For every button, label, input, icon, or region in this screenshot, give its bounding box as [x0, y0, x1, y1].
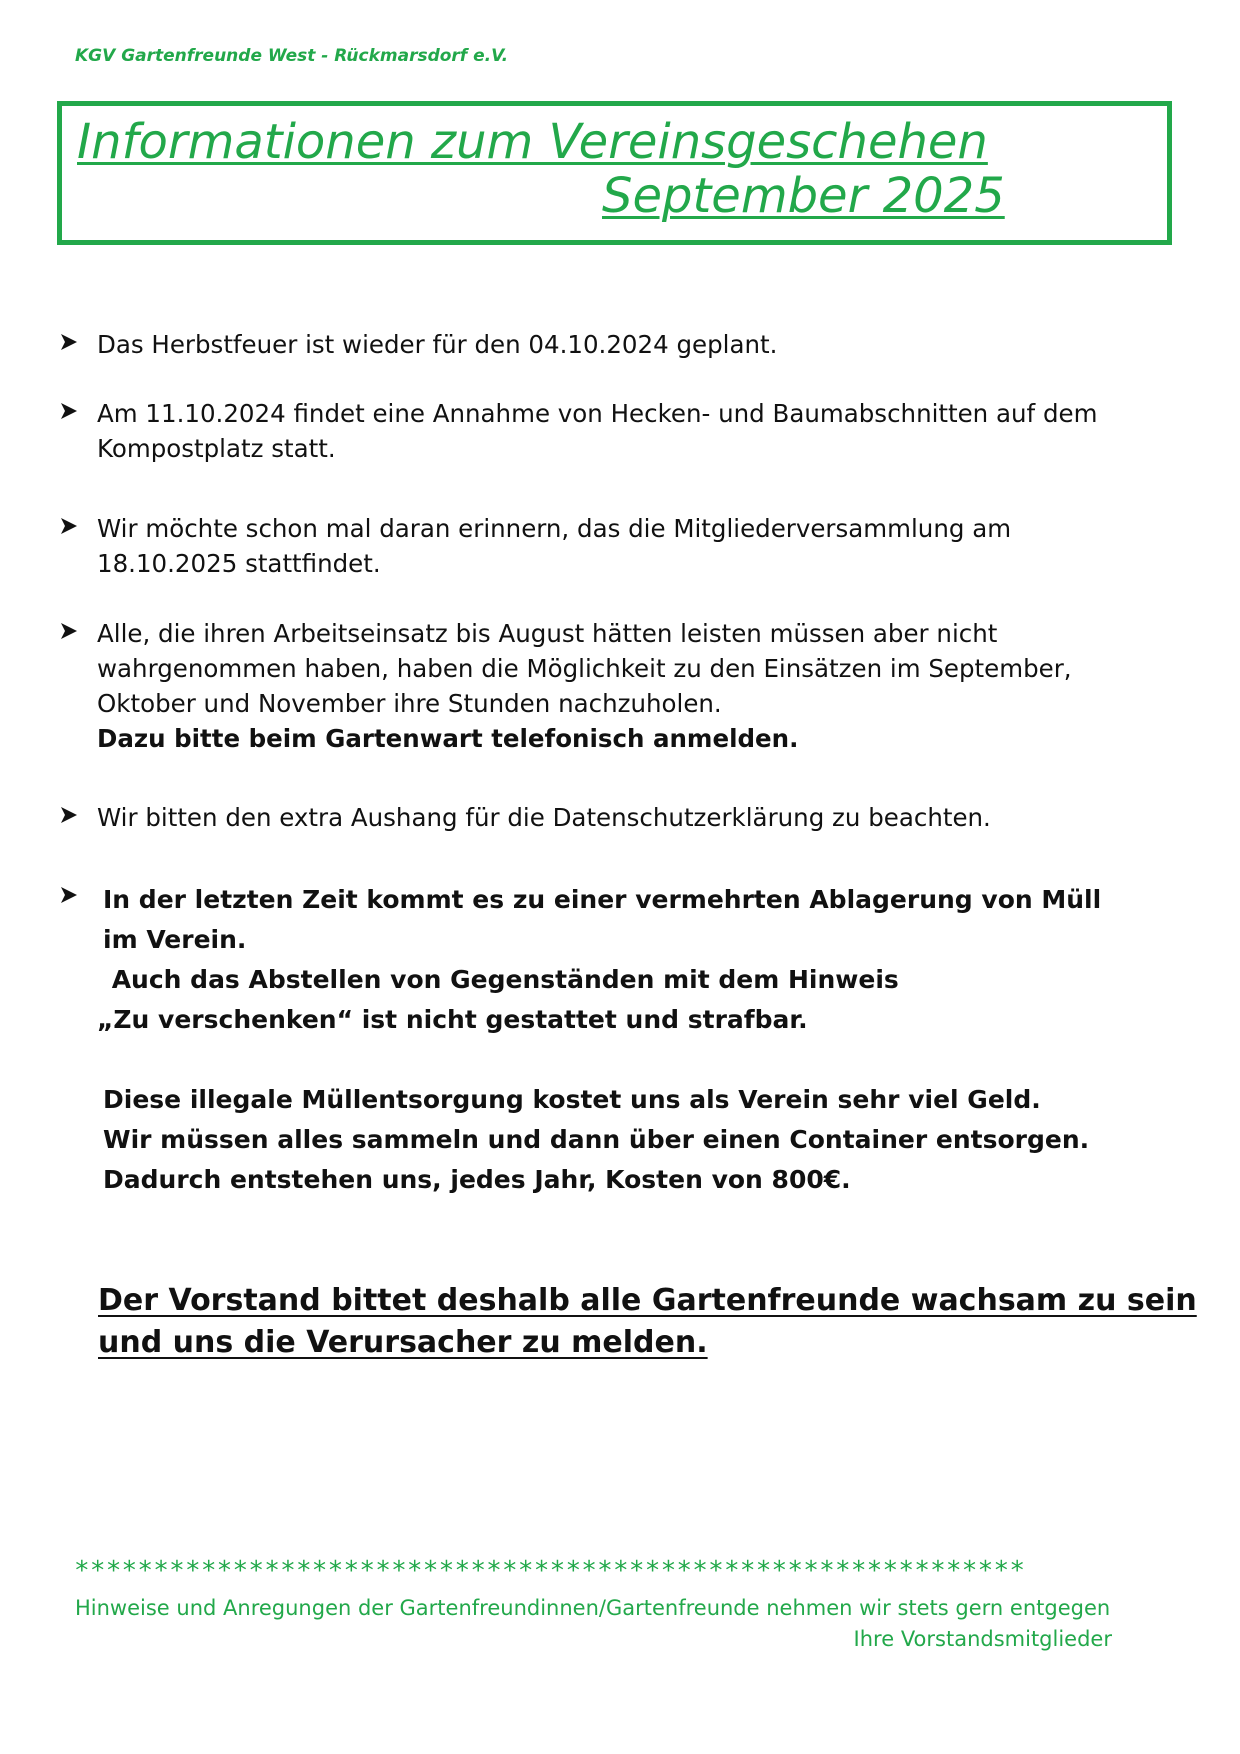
bullet-arbeitseinsatz: [60, 616, 1170, 756]
bullet-emphasis-line: Dazu bitte beim Gartenwart telefonisch anmelden.: [97, 724, 799, 753]
arrow-bullet-icon: [60, 517, 78, 535]
bullet-line: Oktober und November ihre Stunden nachzuholen.: [97, 689, 722, 718]
appeal-line: Der Vorstand bittet deshalb alle Gartenfreunde wachsam zu sein: [98, 1283, 1197, 1318]
club-name: KGV Gartenfreunde West - Rückmarsdorf e.V.: [75, 46, 509, 66]
bullet-line: „Zu verschenken“ ist nicht gestattet und strafbar.: [97, 1005, 808, 1034]
bullet-datenschutz: [60, 800, 1170, 835]
bullet-line: Auch das Abstellen von Gegenständen mit dem Hinweis: [103, 965, 899, 994]
arrow-bullet-icon: [60, 806, 78, 824]
arrow-bullet-icon: [60, 622, 78, 640]
footer-note: Hinweise und Anregungen der Gartenfreundinnen/Gartenfreunde nehmen wir stets gern entgegen: [75, 1596, 1111, 1620]
bullet-line: Am 11.10.2024 findet eine Annahme von Hecken- und Baumabschnitten auf dem: [97, 399, 1098, 428]
bullet-line: Wir müssen alles sammeln und dann über einen Container entsorgen.: [103, 1125, 1090, 1154]
star-divider: ************************************************************: [74, 1556, 1026, 1586]
bullet-line: Das Herbstfeuer ist wieder für den 04.10.2024 geplant.: [97, 330, 778, 359]
bullet-line: Kompostplatz statt.: [97, 434, 336, 463]
bullet-muell: [60, 880, 1170, 1200]
bullet-line: Wir möchte schon mal daran erinnern, das die Mitgliederversammlung am: [97, 514, 1012, 543]
bullet-line: im Verein.: [103, 925, 247, 954]
appeal-line: und uns die Verursacher zu melden.: [98, 1325, 708, 1360]
bullet-herbstfeuer: [60, 327, 1170, 362]
arrow-bullet-icon: [60, 333, 78, 351]
bullet-kompostplatz: [60, 396, 1170, 466]
bullet-line: wahrgenommen haben, haben die Möglichkeit zu den Einsätzen im September,: [97, 654, 1072, 683]
bullet-line: Dadurch entstehen uns, jedes Jahr, Kosten von 800€.: [103, 1165, 851, 1194]
arrow-bullet-icon: [60, 886, 78, 904]
bullet-line: 18.10.2025 stattfindet.: [97, 549, 381, 578]
bullet-line: In der letzten Zeit kommt es zu einer vermehrten Ablagerung von Müll: [103, 885, 1102, 914]
bullet-line: Alle, die ihren Arbeitseinsatz bis August hätten leisten müssen aber nicht: [97, 619, 998, 648]
arrow-bullet-icon: [60, 402, 78, 420]
bullet-mitgliederversammlung: [60, 511, 1170, 581]
page-title: Informationen zum Vereinsgeschehen: [77, 114, 988, 170]
bullet-line: Wir bitten den extra Aushang für die Datenschutzerklärung zu beachten.: [97, 803, 991, 832]
bullet-line: Diese illegale Müllentsorgung kostet uns als Verein sehr viel Geld.: [103, 1085, 1041, 1114]
footer-signature: Ihre Vorstandsmitglieder: [853, 1627, 1112, 1651]
appeal-text: [98, 1280, 1197, 1364]
title-box: [57, 101, 1172, 245]
page-subtitle-month: September 2025: [602, 168, 1005, 224]
